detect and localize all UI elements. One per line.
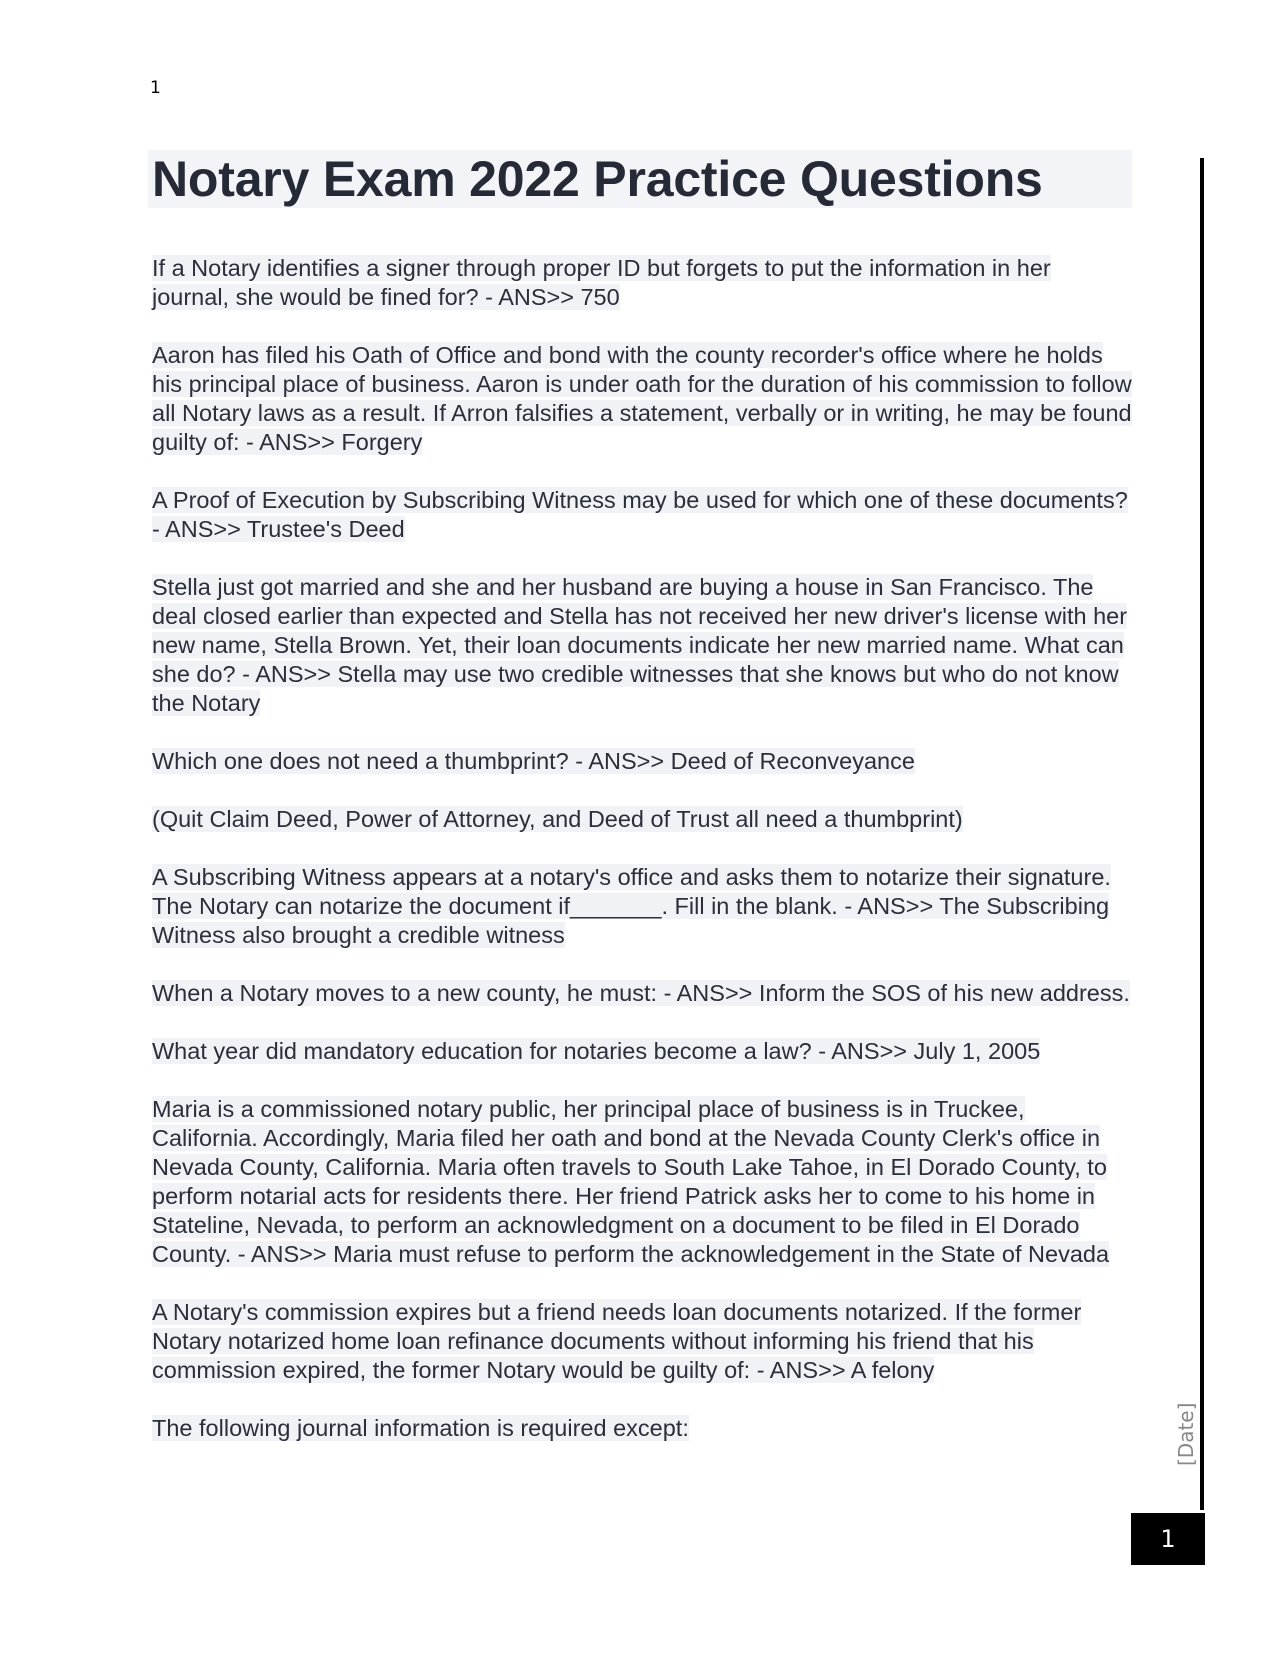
qa-item-10 — [152, 1298, 1132, 1385]
date-label-text: [Date] — [1174, 1402, 1198, 1466]
header-page-number: 1 — [150, 78, 161, 98]
qa-text: A Subscribing Witness appears at a notary's office and asks them to notarize their signature. The Notary can notarize the document if_______. Fill in the blank. - ANS>> The Subscribing Witness also brought a credible witness — [152, 864, 1111, 948]
qa-text: The following journal information is required except: — [152, 1415, 689, 1441]
qa-item-7 — [152, 979, 1132, 1008]
qa-text: Aaron has filed his Oath of Office and bond with the county recorder's office where he holds his principal place of business. Aaron is under oath for the duration of his commission to follow all Notary laws as a result. If Arron falsifies a statement, verbally or in writing, he may be found guilty of: - ANS>> Forgery — [152, 342, 1132, 455]
sidebar-divider — [1200, 158, 1204, 1510]
qa-item-6 — [152, 863, 1132, 950]
qa-item-5 — [152, 747, 1132, 776]
qa-text: When a Notary moves to a new county, he must: - ANS>> Inform the SOS of his new address. — [152, 980, 1130, 1006]
qa-text: (Quit Claim Deed, Power of Attorney, and Deed of Trust all need a thumbprint) — [152, 806, 963, 832]
qa-list — [152, 254, 1132, 1472]
qa-text: A Proof of Execution by Subscribing Witness may be used for which one of these documents? - ANS>> Trustee's Deed — [152, 487, 1128, 542]
qa-item-8 — [152, 1037, 1132, 1066]
qa-text: A Notary's commission expires but a friend needs loan documents notarized. If the former Notary notarized home loan refinance documents without informing his friend that his commission expired, the former Notary would be guilty of: - ANS>> A felony — [152, 1299, 1082, 1383]
qa-item-9 — [152, 1095, 1132, 1269]
qa-item-4 — [152, 573, 1132, 718]
qa-note — [152, 805, 1132, 834]
qa-text: What year did mandatory education for notaries become a law? - ANS>> July 1, 2005 — [152, 1038, 1041, 1064]
qa-item-2 — [152, 341, 1132, 457]
qa-item-3 — [152, 486, 1132, 544]
page-title: Notary Exam 2022 Practice Questions — [148, 150, 1132, 208]
qa-text: Maria is a commissioned notary public, her principal place of business is in Truckee, California. Accordingly, Maria filed her oath and bond at the Nevada County Clerk's office in Nevada County, California. Maria often travels to South Lake Tahoe, in El Dorado County, to perform notarial acts for residents there. Her friend Patrick asks her to come to his home in Stateline, Nevada, to perform an acknowledgment on a document to be filed in El Dorado County. - ANS>> Maria must refuse to perform the acknowledgement in the State of Nevada — [152, 1096, 1110, 1267]
qa-text: Stella just got married and she and her husband are buying a house in San Francisco. The deal closed earlier than expected and Stella has not received her new driver's license with her new name, Stella Brown. Yet, their loan documents indicate her new married name. What can she do? - ANS>> Stella may use two credible witnesses that she knows but who do not know the Notary — [152, 574, 1128, 716]
qa-text: Which one does not need a thumbprint? - ANS>> Deed of Reconveyance — [152, 748, 915, 774]
qa-item-1 — [152, 254, 1132, 312]
qa-item-11 — [152, 1414, 1132, 1443]
qa-text: If a Notary identifies a signer through proper ID but forgets to put the information in her journal, she would be fined for? - ANS>> 750 — [152, 255, 1051, 310]
footer-page-number: 1 — [1131, 1513, 1205, 1565]
